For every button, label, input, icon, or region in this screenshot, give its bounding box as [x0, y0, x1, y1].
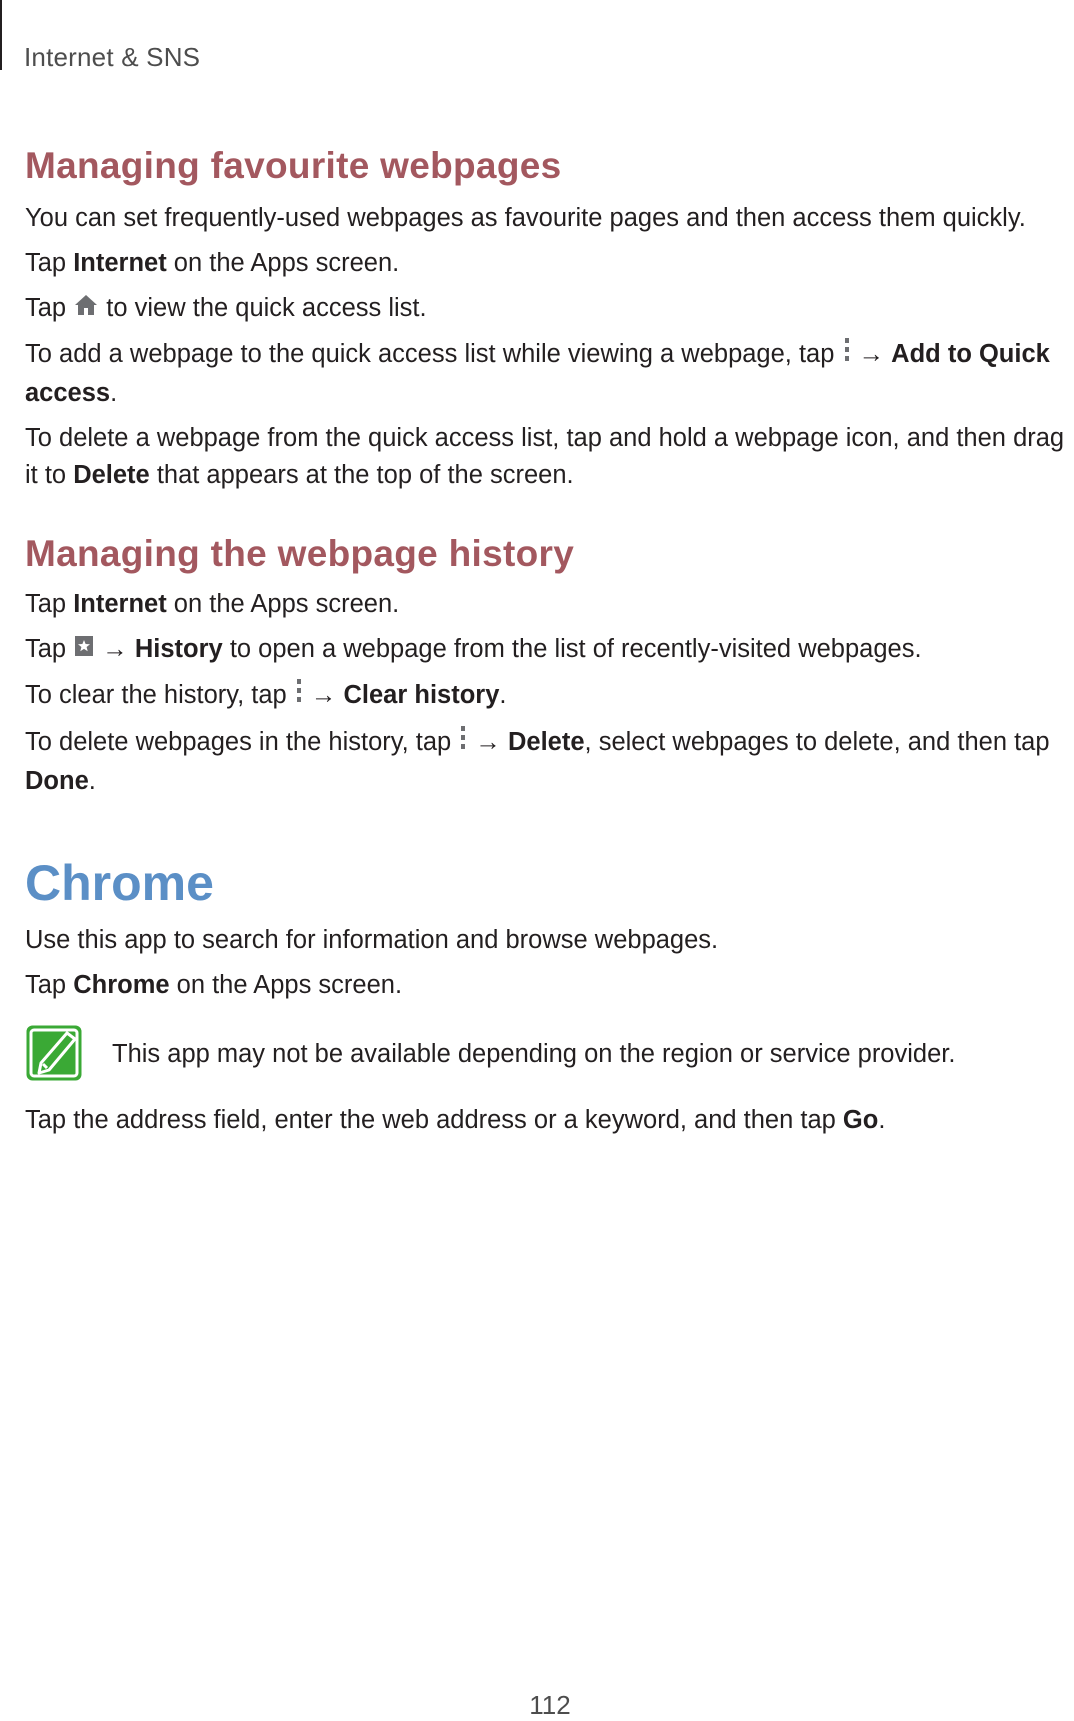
paragraph: You can set frequently-used webpages as favourite pages and then access them quickly.: [25, 204, 1026, 232]
paragraph: Tap to view the quick access list.: [25, 290, 1074, 328]
note-pencil-icon: [25, 1024, 83, 1087]
page-content: [25, 140, 1074, 1139]
paragraph: Tap the address field, enter the web address or a keyword, and then tap Go.: [25, 1105, 886, 1134]
paragraph: To delete a webpage from the quick access list, tap and hold a webpage icon, and then drag it to Delete that appears at the top of the screen.: [25, 423, 1065, 489]
note-text: This app may not be available depending on the region or service provider.: [112, 1039, 956, 1068]
paragraph: Use this app to search for information and browse webpages.: [25, 925, 719, 954]
page-number: 112: [529, 1690, 571, 1720]
section-heading-history: Managing the webpage history: [25, 532, 575, 574]
running-header: Internet & SNS: [24, 42, 201, 72]
home-icon: [73, 291, 99, 328]
bookmark-icon: [73, 632, 95, 669]
more-options-icon: [294, 677, 304, 716]
note-box: [25, 1022, 1074, 1086]
chapter-heading-chrome: Chrome: [25, 854, 214, 911]
paragraph: To add a webpage to the quick access list while viewing a webpage, tap → Add to Quick access.: [25, 336, 1074, 412]
paragraph: Tap Chrome on the Apps screen.: [25, 970, 403, 999]
paragraph: Tap → History to open a webpage from the list of recently-visited webpages.: [25, 631, 1074, 669]
more-options-icon: [458, 724, 468, 763]
more-options-icon: [842, 336, 852, 375]
paragraph: Tap Internet on the Apps screen.: [25, 249, 400, 277]
paragraph: To clear the history, tap → Clear history.: [25, 677, 1074, 716]
paragraph: To delete webpages in the history, tap → Delete, select webpages to delete, and then tap Done.: [25, 724, 1074, 800]
paragraph: Tap Internet on the Apps screen.: [25, 589, 400, 618]
section-heading-favourites: Managing favourite webpages: [25, 145, 562, 186]
header-rule: [0, 0, 2, 70]
